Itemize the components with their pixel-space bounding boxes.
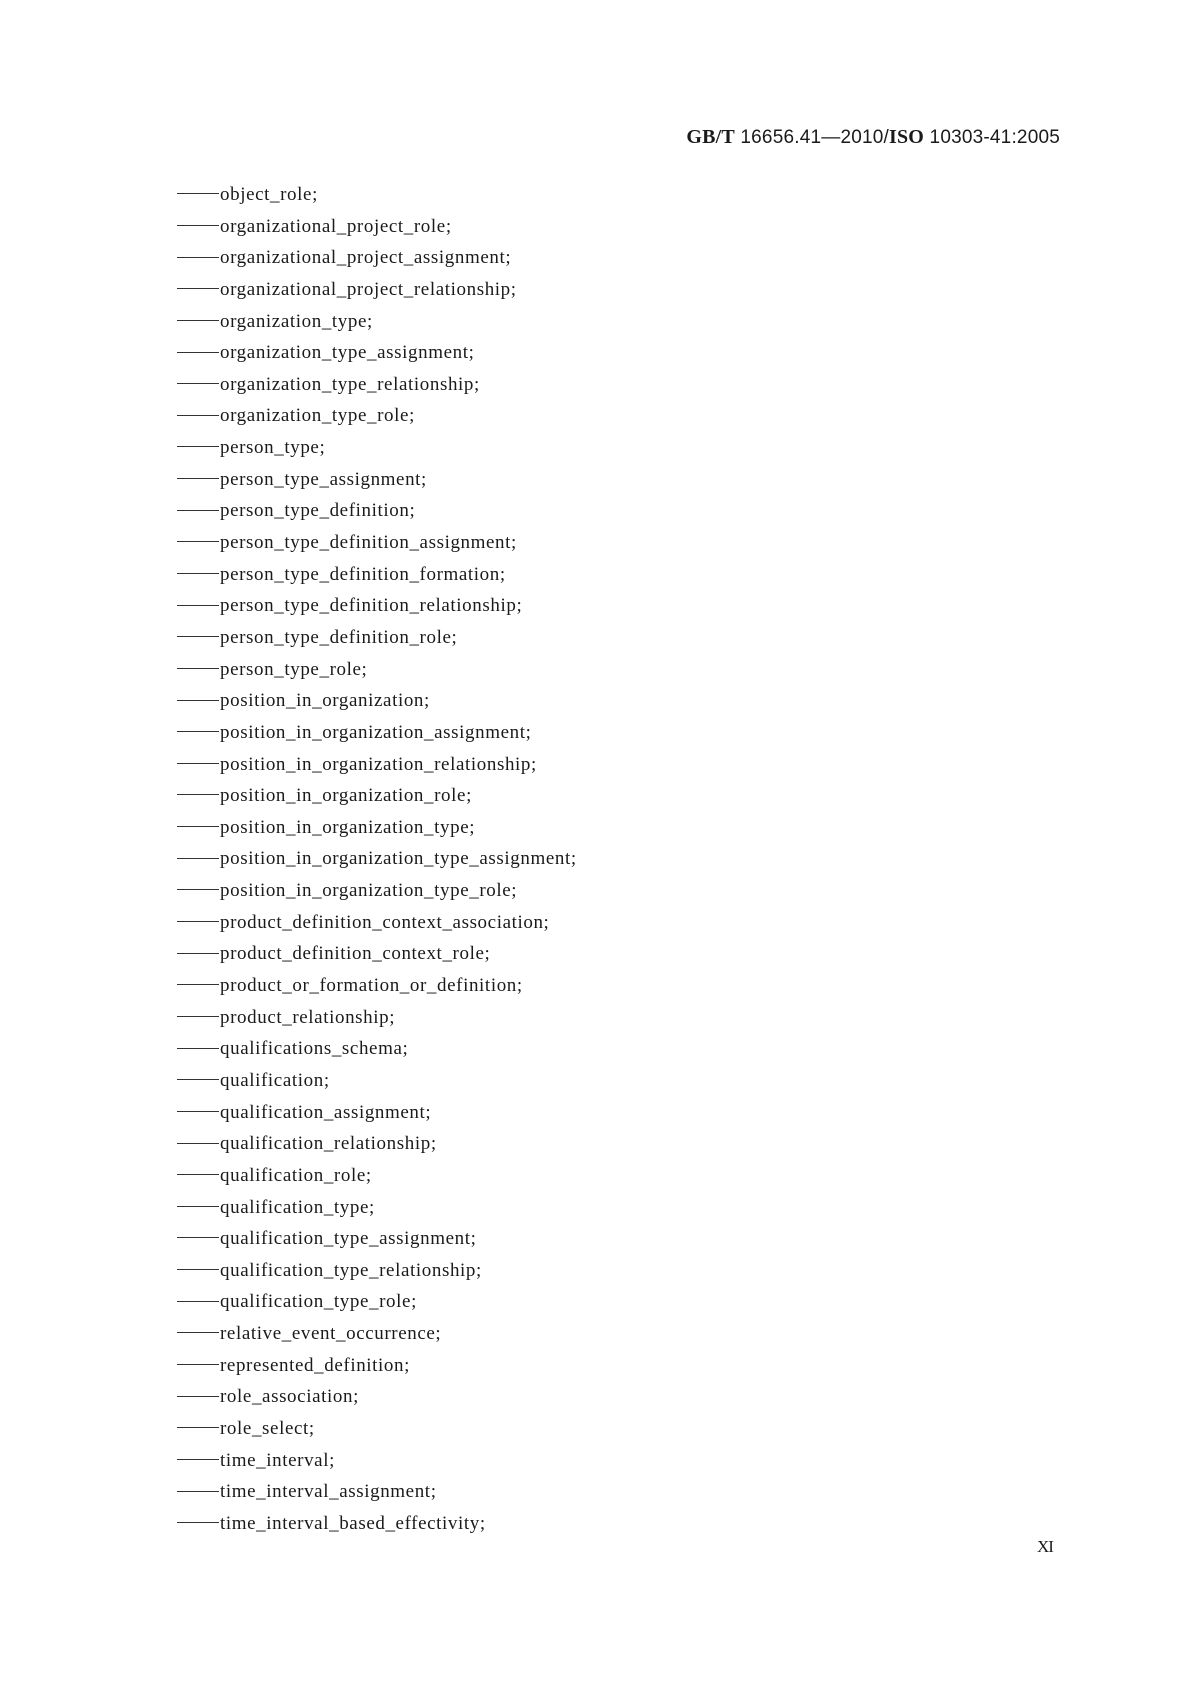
em-dash-bullet <box>177 1332 219 1333</box>
em-dash-bullet <box>177 352 219 353</box>
em-dash-bullet <box>177 605 219 606</box>
list-item <box>177 1476 577 1508</box>
list-item <box>177 1318 577 1350</box>
list-item <box>177 780 577 812</box>
list-item <box>177 1002 577 1034</box>
list-item <box>177 875 577 907</box>
em-dash-bullet <box>177 1048 219 1049</box>
standard-prefix-gbt: GB/T <box>686 126 735 148</box>
list-item <box>177 179 577 211</box>
list-item <box>177 1413 577 1445</box>
list-item-text: qualification; <box>220 1069 330 1091</box>
list-item-text: qualification_assignment; <box>220 1101 432 1123</box>
em-dash-bullet <box>177 1301 219 1302</box>
list-item-text: product_relationship; <box>220 1006 396 1028</box>
list-item <box>177 400 577 432</box>
list-item <box>177 306 577 338</box>
list-item-text: person_type_definition_role; <box>220 626 458 648</box>
standard-number-iso: 10303-41:2005 <box>929 127 1060 148</box>
list-item <box>177 369 577 401</box>
list-item-text: position_in_organization_role; <box>220 785 472 807</box>
em-dash-bullet <box>177 953 219 954</box>
list-item-text: role_select; <box>220 1417 315 1439</box>
list-item <box>177 938 577 970</box>
em-dash-bullet <box>177 889 219 890</box>
list-item <box>177 812 577 844</box>
list-item <box>177 242 577 274</box>
list-item-text: position_in_organization_assignment; <box>220 721 532 743</box>
standard-prefix-iso: ISO <box>888 126 925 148</box>
page-number: XI <box>1037 1537 1053 1556</box>
em-dash-bullet <box>177 763 219 764</box>
em-dash-bullet <box>177 921 219 922</box>
em-dash-bullet <box>177 1427 219 1428</box>
em-dash-bullet <box>177 1079 219 1080</box>
list-item <box>177 1223 577 1255</box>
em-dash-bullet <box>177 288 219 289</box>
list-item <box>177 1508 577 1540</box>
em-dash-bullet <box>177 1491 219 1492</box>
list-item <box>177 211 577 243</box>
list-item <box>177 622 577 654</box>
list-item <box>177 1350 577 1382</box>
list-item-text: organization_type_assignment; <box>220 342 475 364</box>
em-dash-bullet <box>177 1016 219 1017</box>
list-item <box>177 559 577 591</box>
list-item-text: person_type_definition_formation; <box>220 563 506 585</box>
em-dash-bullet <box>177 984 219 985</box>
list-item <box>177 1286 577 1318</box>
list-item-text: position_in_organization; <box>220 690 430 712</box>
list-item-text: qualification_type_role; <box>220 1291 417 1313</box>
list-item-text: qualification_type; <box>220 1196 375 1218</box>
list-item <box>177 1255 577 1287</box>
em-dash-bullet <box>177 1522 219 1523</box>
list-item-text: person_type_role; <box>220 658 368 680</box>
list-item <box>177 432 577 464</box>
list-item-text: role_association; <box>220 1386 359 1408</box>
list-item <box>177 907 577 939</box>
em-dash-bullet <box>177 478 219 479</box>
list-item-text: qualification_relationship; <box>220 1133 437 1155</box>
list-item-text: time_interval; <box>220 1449 335 1471</box>
em-dash-bullet <box>177 700 219 701</box>
em-dash-bullet <box>177 1237 219 1238</box>
em-dash-bullet <box>177 858 219 859</box>
list-item-text: organizational_project_relationship; <box>220 278 517 300</box>
list-item-text: person_type_definition_relationship; <box>220 595 523 617</box>
list-item-text: product_definition_context_association; <box>220 911 550 933</box>
list-item <box>177 590 577 622</box>
list-item <box>177 1097 577 1129</box>
list-item <box>177 749 577 781</box>
list-item <box>177 654 577 686</box>
em-dash-bullet <box>177 1174 219 1175</box>
list-item <box>177 527 577 559</box>
list-item <box>177 685 577 717</box>
entity-list <box>177 179 577 1540</box>
em-dash-bullet <box>177 383 219 384</box>
list-item-text: qualification_type_assignment; <box>220 1228 477 1250</box>
list-item <box>177 1445 577 1477</box>
list-item <box>177 843 577 875</box>
list-item-text: organization_type_role; <box>220 405 415 427</box>
list-item-text: qualifications_schema; <box>220 1038 409 1060</box>
em-dash-bullet <box>177 1459 219 1460</box>
list-item-text: position_in_organization_relationship; <box>220 753 537 775</box>
list-item <box>177 970 577 1002</box>
em-dash-bullet <box>177 636 219 637</box>
em-dash-bullet <box>177 1396 219 1397</box>
list-item-text: organization_type; <box>220 310 373 332</box>
list-item <box>177 717 577 749</box>
list-item-text: position_in_organization_type; <box>220 816 476 838</box>
em-dash-bullet <box>177 225 219 226</box>
em-dash-bullet <box>177 826 219 827</box>
list-item-text: organizational_project_assignment; <box>220 247 512 269</box>
list-item <box>177 1033 577 1065</box>
list-item-text: time_interval_based_effectivity; <box>220 1512 486 1534</box>
em-dash-bullet <box>177 1143 219 1144</box>
list-item <box>177 1128 577 1160</box>
list-item-text: product_or_formation_or_definition; <box>220 975 523 997</box>
em-dash-bullet <box>177 510 219 511</box>
list-item <box>177 1192 577 1224</box>
list-item <box>177 1160 577 1192</box>
list-item-text: organizational_project_role; <box>220 215 452 237</box>
em-dash-bullet <box>177 541 219 542</box>
list-item-text: object_role; <box>220 184 318 205</box>
running-header <box>686 126 1060 149</box>
em-dash-bullet <box>177 1364 219 1365</box>
list-item <box>177 337 577 369</box>
list-item <box>177 1065 577 1097</box>
em-dash-bullet <box>177 415 219 416</box>
em-dash-bullet <box>177 1206 219 1207</box>
standard-number-gbt: 16656.41—2010/ <box>740 127 889 148</box>
list-item <box>177 464 577 496</box>
list-item-text: position_in_organization_type_assignment; <box>220 848 577 870</box>
em-dash-bullet <box>177 731 219 732</box>
em-dash-bullet <box>177 794 219 795</box>
em-dash-bullet <box>177 1111 219 1112</box>
list-item-text: organization_type_relationship; <box>220 373 480 395</box>
em-dash-bullet <box>177 1269 219 1270</box>
em-dash-bullet <box>177 257 219 258</box>
list-item-text: time_interval_assignment; <box>220 1481 437 1503</box>
list-item-text: product_definition_context_role; <box>220 943 491 965</box>
list-item-text: represented_definition; <box>220 1354 411 1376</box>
list-item <box>177 495 577 527</box>
list-item-text: person_type; <box>220 437 326 459</box>
list-item <box>177 274 577 306</box>
list-item-text: person_type_definition_assignment; <box>220 532 517 554</box>
list-item <box>177 1381 577 1413</box>
list-item-text: qualification_role; <box>220 1164 372 1186</box>
em-dash-bullet <box>177 193 219 194</box>
list-item-text: qualification_type_relationship; <box>220 1259 482 1281</box>
em-dash-bullet <box>177 320 219 321</box>
em-dash-bullet <box>177 573 219 574</box>
list-item-text: person_type_assignment; <box>220 468 427 490</box>
list-item-text: position_in_organization_type_role; <box>220 880 518 902</box>
em-dash-bullet <box>177 446 219 447</box>
list-item-text: relative_event_occurrence; <box>220 1323 442 1345</box>
em-dash-bullet <box>177 668 219 669</box>
list-item-text: person_type_definition; <box>220 500 416 522</box>
